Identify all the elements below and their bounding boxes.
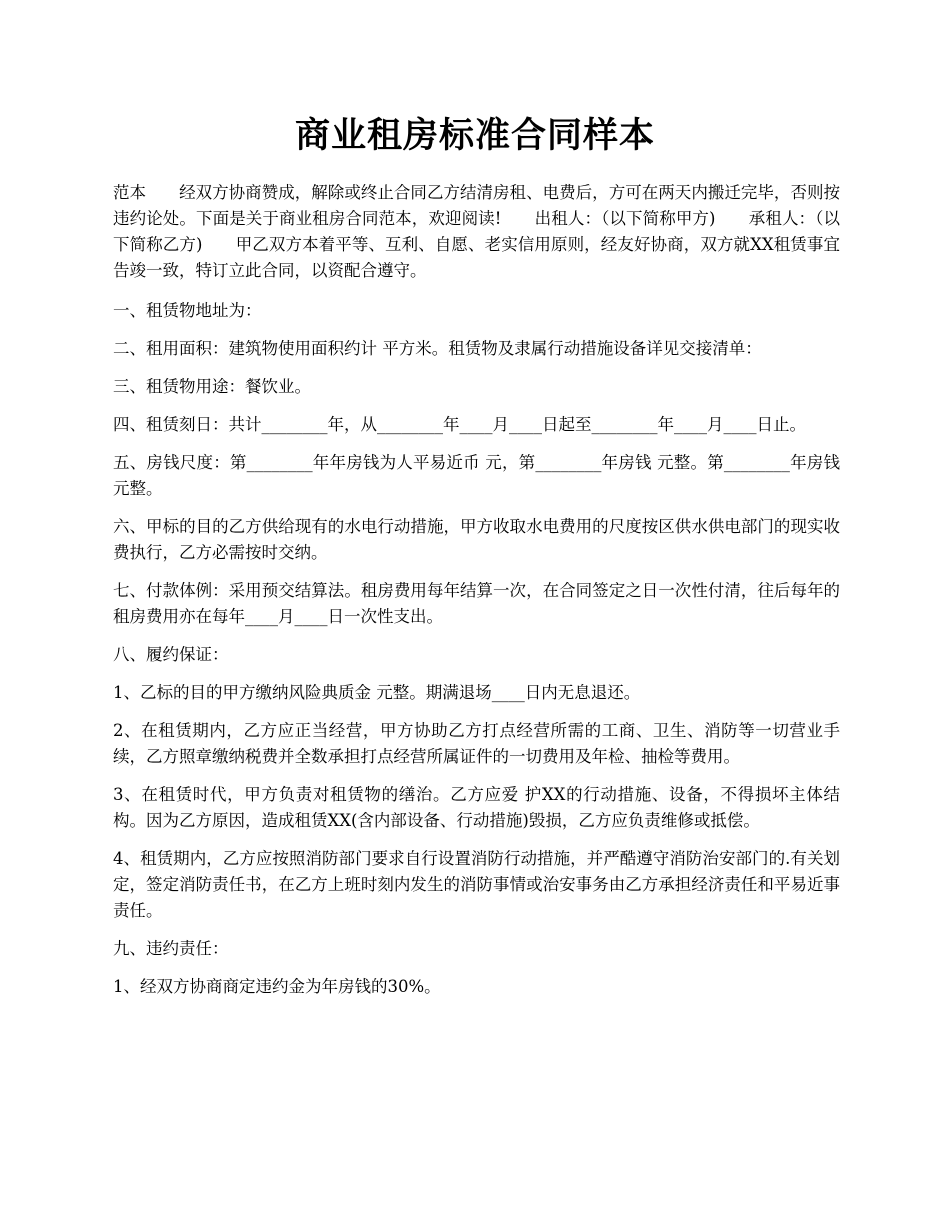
clause-8-item-2: 2、在租赁期内，乙方应正当经营，甲方协助乙方打点经营所需的工商、卫生、消防等一切营业手续，乙方照章缴纳税费并全数承担打点经营所属证件的一切费用及年检、抽检等费用。 — [113, 721, 840, 766]
clause-9-item-1: 1、经双方协商商定违约金为年房钱的30%。 — [113, 977, 441, 996]
clause-2-area: 二、租用面积：建筑物使用面积约计 平方米。租赁物及隶属行动措施设备详见交接清单： — [113, 339, 762, 358]
clause-8-item-1: 1、乙标的目的甲方缴纳风险典质金 元整。期满退场____日内无息退还。 — [113, 683, 641, 702]
clause-8-item-4: 4、租赁期内，乙方应按照消防部门要求自行设置消防行动措施，并严酷遵守消防治安部门的.有关划定，签定消防责任书，在乙方上班时刻内发生的消防事情或治安事务由乙方承担经济责任和平易近事责任。 — [113, 849, 840, 920]
clause-7-payment: 七、付款体例：采用预交结算法。租房费用每年结算一次，在合同签定之日一次性付清，往后每年的租房费用亦在每年____月____日一次性支出。 — [113, 581, 840, 626]
intro-paragraph: 范本 经双方协商赞成，解除或终止合同乙方结清房租、电费后，方可在两天内搬迁完毕，否则按违约论处。下面是关于商业租房合同范本，欢迎阅读! 出租人：（以下简称甲方) 承租人：（以下简称乙方) 甲乙双方本着平等、互利、自愿、老实信用原则，经友好协商，双方就XX租赁事宜告竣一致，特订立此合同，以资配合遵守。 — [113, 183, 840, 280]
clause-9-heading: 九、违约责任： — [113, 939, 229, 958]
clause-4-term: 四、租赁刻日：共计________年，从________年____月____日起至________年____月____日止。 — [113, 415, 806, 434]
clause-5-rent: 五、房钱尺度：第________年年房钱为人平易近币 元，第________年房钱 元整。第________年房钱 元整。 — [113, 453, 840, 498]
clause-8-item-3: 3、在租赁时代，甲方负责对租赁物的缮治。乙方应爱 护XX的行动措施、设备，不得损坏主体结构。因为乙方原因，造成租赁XX(含内部设备、行动措施)毁损，乙方应负责维修或抵偿。 — [113, 785, 840, 830]
document-title: 商业租房标准合同样本 — [294, 115, 655, 156]
document-body — [113, 180, 840, 1012]
clause-6-utilities: 六、甲标的目的乙方供给现有的水电行动措施，甲方收取水电费用的尺度按区供水供电部门的现实收费执行，乙方必需按时交纳。 — [113, 517, 840, 562]
clause-1-address: 一、租赁物地址为： — [113, 301, 262, 320]
clause-3-usage: 三、租赁物用途：餐饮业。 — [113, 377, 311, 396]
clause-8-heading: 八、履约保证： — [113, 645, 229, 664]
